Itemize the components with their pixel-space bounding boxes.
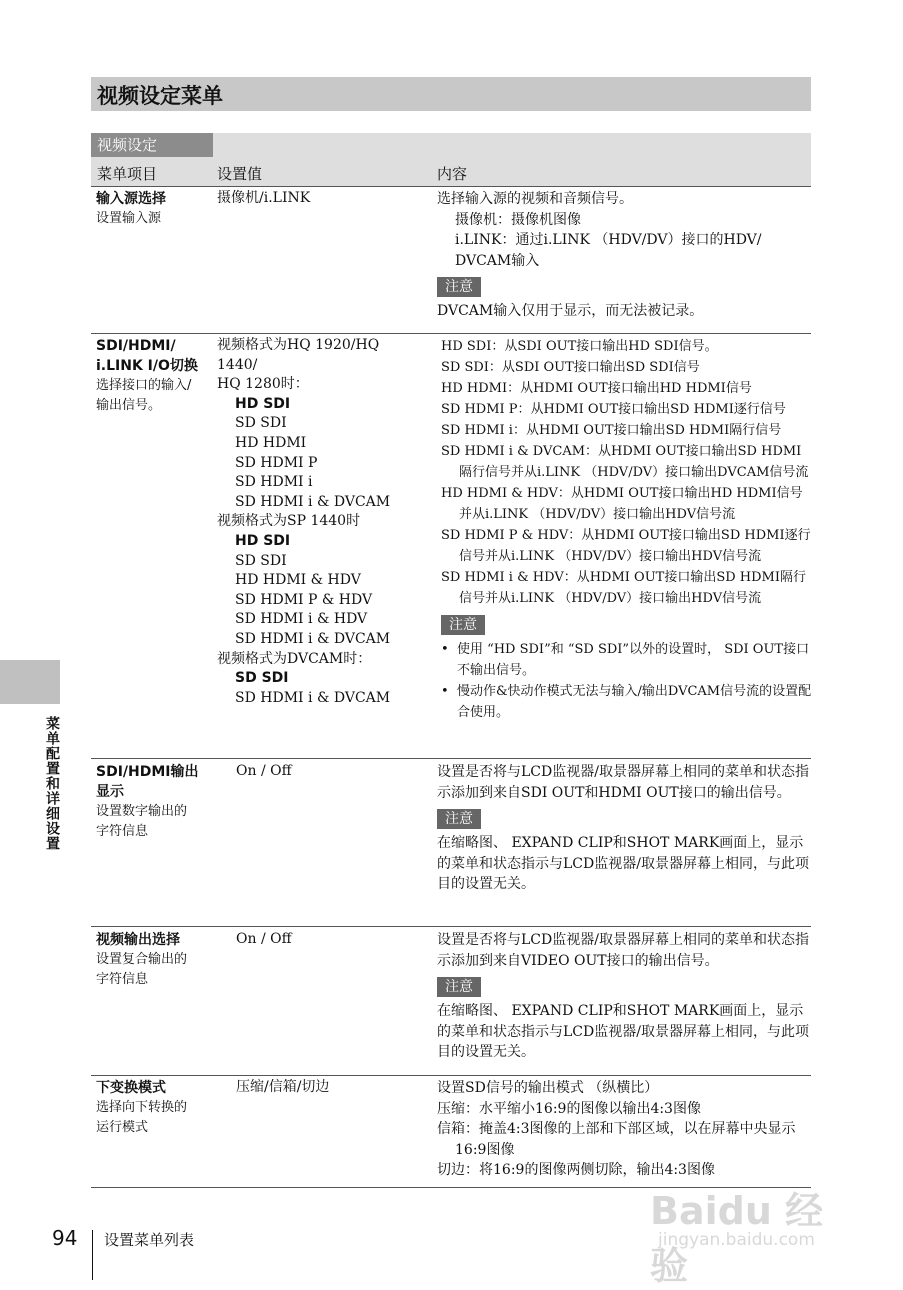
content-line: 信箱：掩盖4:3图像的上部和下部区域，以在屏幕中央显示16:9图像 <box>437 1121 796 1158</box>
item-desc: 设置复合输出的 <box>96 952 188 967</box>
value-text: On / Off <box>236 931 292 947</box>
item-desc: 设置数字输出的 <box>96 804 188 819</box>
content-cell <box>437 930 809 1063</box>
content-cell <box>437 762 809 895</box>
item-desc: 字符信息 <box>96 972 149 987</box>
value-line: HD HDMI <box>235 434 307 451</box>
note-text: 在缩略图、 EXPAND CLIP和SHOT MARK画面上，显示的菜单和状态指示与LCD监视器/取景器屏幕上相同，与此项目的设置无关。 <box>437 1003 809 1060</box>
watermark-logo: Baidu 经验 <box>650 1189 824 1288</box>
value-line: SD HDMI P <box>235 454 318 471</box>
table-tab: 视频设定 <box>91 133 213 157</box>
value-line: SD HDMI i & DVCAM <box>235 689 391 706</box>
section-title: 视频设定菜单 <box>97 84 223 108</box>
item-cell <box>96 930 214 990</box>
item-desc: 字符信息 <box>96 824 149 839</box>
item-name: i.LINK I/O切换 <box>96 358 198 374</box>
note-bullet: • 慢动作&快动作模式无法与输入/输出DVCAM信号流的设置配合使用。 <box>441 684 812 720</box>
value-line: 视频格式为SP 1440时 <box>217 513 361 530</box>
item-name: SDI/HDMI/ <box>96 338 176 354</box>
value-line: SD HDMI i & DVCAM <box>235 493 391 510</box>
content-line: SD HDMI i & DVCAM：从HDMI OUT接口输出SD HDMI隔行信号并从i.LINK （HDV/DV）接口输出DVCAM信号流 <box>441 444 809 480</box>
value-line: SD HDMI i & HDV <box>235 611 368 628</box>
note-badge: 注意 <box>437 809 481 829</box>
item-desc: 运行模式 <box>96 1120 149 1135</box>
value-line: SD SDI <box>235 415 287 432</box>
content-line: HD SDI：从SDI OUT接口输出HD SDI信号。 <box>441 339 718 354</box>
content-line: 设置SD信号的输出模式 （纵横比） <box>437 1080 659 1096</box>
value-line: HD SDI <box>235 532 291 549</box>
content-line: HD HDMI & HDV：从HDMI OUT接口输出HD HDMI信号并从i.LINK （HDV/DV）接口输出HDV信号流 <box>441 486 803 522</box>
value-line: HD SDI <box>235 395 291 412</box>
item-name: 下变换模式 <box>96 1080 166 1096</box>
note-badge: 注意 <box>437 977 481 997</box>
item-desc: 输出信号。 <box>96 398 162 413</box>
value-cell <box>236 1078 436 1098</box>
value-cell <box>236 762 436 782</box>
item-cell <box>96 336 214 416</box>
content-text: 设置是否将与LCD监视器/取景器屏幕上相同的菜单和状态指示添加到来自SDI OUT和HDMI OUT接口的输出信号。 <box>437 764 809 801</box>
item-name: SDI/HDMI输出 <box>96 764 199 780</box>
value-text: 摄像机/i.LINK <box>217 190 311 206</box>
footer-divider <box>92 1230 93 1280</box>
content-line: 切边：将16:9的图像两侧切除，输出4:3图像 <box>437 1162 715 1178</box>
content-line: SD HDMI i：从HDMI OUT接口输出SD HDMI隔行信号 <box>441 423 782 438</box>
column-header-item: 菜单项目 <box>97 165 158 183</box>
item-name: 显示 <box>96 784 124 800</box>
row-divider <box>91 333 811 334</box>
footer-label: 设置菜单列表 <box>104 1231 195 1249</box>
chapter-side-label: 菜单配置和详细设置 <box>44 716 60 851</box>
content-line: DVCAM输入 <box>455 252 540 269</box>
value-line: 视频格式为HQ 1920/HQ 1440/ <box>217 337 380 373</box>
row-divider <box>91 1075 811 1076</box>
note-text: 在缩略图、 EXPAND CLIP和SHOT MARK画面上，显示的菜单和状态指示与LCD监视器/取景器屏幕上相同，与此项目的设置无关。 <box>437 835 809 892</box>
item-desc: 选择接口的输入/ <box>96 378 192 393</box>
value-line: SD SDI <box>235 670 289 687</box>
row-divider <box>91 926 811 927</box>
row-divider <box>91 758 811 759</box>
item-name: 视频输出选择 <box>96 932 180 948</box>
value-text: 压缩/信箱/切边 <box>236 1079 330 1095</box>
item-desc: 选择向下转换的 <box>96 1100 188 1115</box>
content-line: 选择输入源的视频和音频信号。 <box>437 191 633 207</box>
value-line: HD HDMI & HDV <box>235 572 361 589</box>
value-line: SD HDMI i <box>235 474 313 491</box>
watermark <box>650 1150 860 1288</box>
value-cell <box>217 336 417 708</box>
page-number: 94 <box>52 1226 78 1250</box>
note-badge: 注意 <box>441 615 485 635</box>
column-header-value: 设置值 <box>217 165 263 183</box>
content-text: 设置是否将与LCD监视器/取景器屏幕上相同的菜单和状态指示添加到来自VIDEO OUT接口的输出信号。 <box>437 932 809 969</box>
chapter-side-tab <box>0 660 60 704</box>
value-text: On / Off <box>236 763 292 779</box>
item-cell <box>96 189 214 229</box>
content-cell <box>437 189 809 322</box>
watermark-url: jingyan.baidu.com <box>658 1230 815 1250</box>
value-line: HQ 1280时： <box>217 376 309 393</box>
content-line: i.LINK：通过i.LINK （HDV/DV）接口的HDV/ <box>455 232 762 248</box>
content-line: SD HDMI P & HDV：从HDMI OUT接口输出SD HDMI逐行信号并从i.LINK （HDV/DV）接口输出HDV信号流 <box>441 528 811 564</box>
value-line: 视频格式为DVCAM时： <box>217 650 372 667</box>
content-line: 摄像机：摄像机图像 <box>455 211 581 228</box>
item-desc: 设置输入源 <box>96 211 162 226</box>
note-badge: 注意 <box>437 277 481 297</box>
value-line: SD HDMI P & HDV <box>235 591 373 608</box>
content-line: HD HDMI：从HDMI OUT接口输出HD HDMI信号 <box>441 381 752 396</box>
value-cell <box>236 930 436 950</box>
content-cell <box>441 336 813 723</box>
item-cell <box>96 762 214 842</box>
item-name: 输入源选择 <box>96 191 166 207</box>
row-divider <box>91 186 811 187</box>
note-bullet: • 使用 “HD SDI”和 “SD SDI”以外的设置时， SDI OUT接口不输出信号。 <box>441 642 810 678</box>
content-line: SD HDMI i & HDV：从HDMI OUT接口输出SD HDMI隔行信号并从i.LINK （HDV/DV）接口输出HDV信号流 <box>441 570 807 606</box>
value-line: SD HDMI i & DVCAM <box>235 630 391 647</box>
item-cell <box>96 1078 214 1138</box>
value-cell <box>217 189 417 209</box>
content-line: SD SDI：从SDI OUT接口输出SD SDI信号 <box>441 360 700 375</box>
table-header <box>91 133 811 186</box>
content-line: SD HDMI P：从HDMI OUT接口输出SD HDMI逐行信号 <box>441 402 786 417</box>
section-title-bar <box>91 77 811 111</box>
note-text: DVCAM输入仅用于显示，而无法被记录。 <box>437 303 704 319</box>
value-line: SD SDI <box>235 552 287 569</box>
content-line: 压缩：水平缩小16:9的图像以输出4:3图像 <box>437 1100 701 1117</box>
column-header-content: 内容 <box>437 165 468 183</box>
